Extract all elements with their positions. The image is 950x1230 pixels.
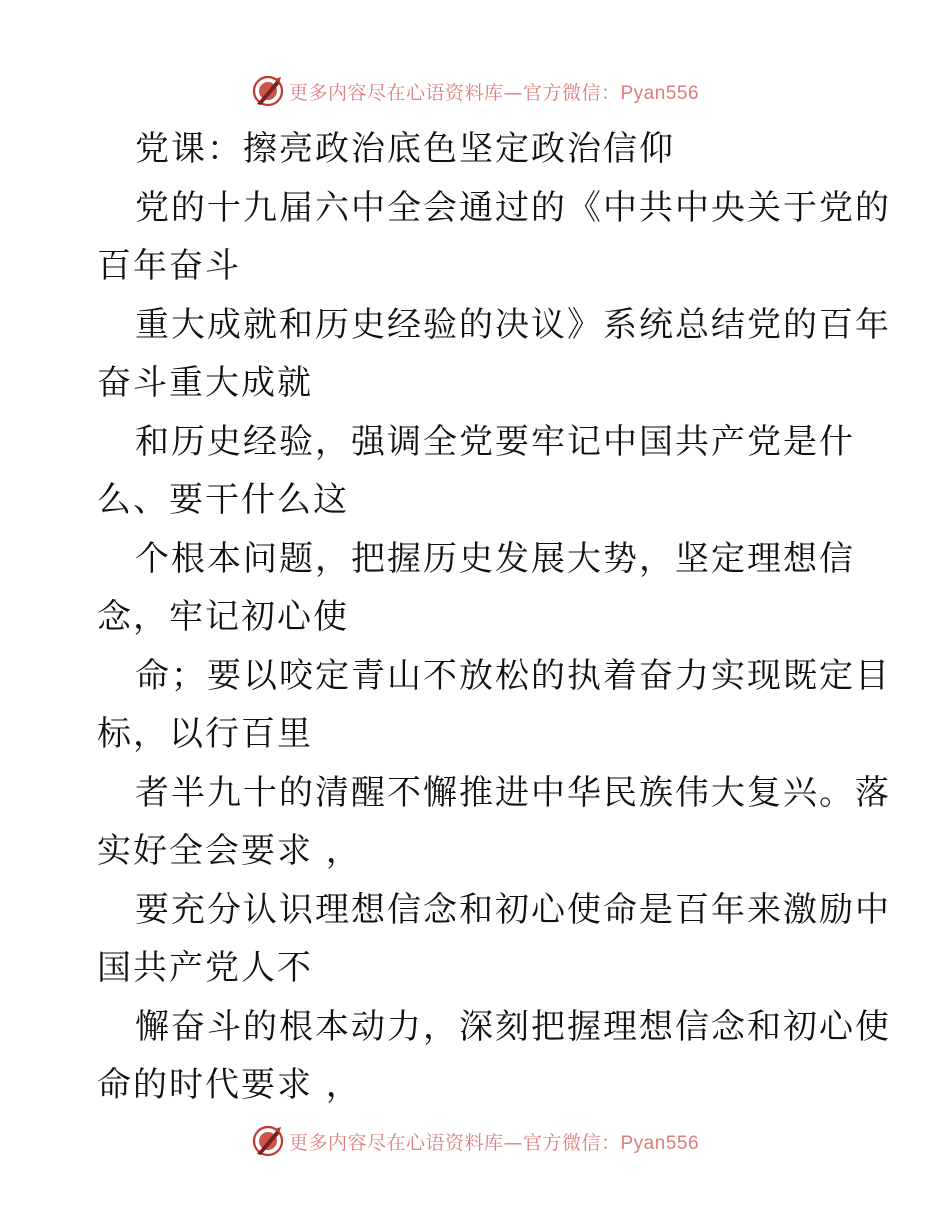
quill-pen-logo-icon [251,1124,285,1158]
document-body [97,120,891,1115]
footer-banner [0,1121,950,1161]
paragraph-line: 国共产党人不 [97,948,313,988]
quill-pen-logo-icon [251,74,285,108]
paragraph-line: 和历史经验，强调全党要牢记中国共产党是什 [135,421,855,462]
header-banner-label: 更多内容尽在心语资料库—官方微信： [288,81,621,104]
paragraph-line: 标，以行百里 [97,714,313,754]
footer-wechat-handle: Pyan556 [620,1132,700,1154]
paragraph-line: 党的十九届六中全会通过的《中共中央关于党的 [135,187,891,228]
footer-banner-label: 更多内容尽在心语资料库—官方微信： [288,1131,621,1154]
document-title: 党课：擦亮政治底色坚定政治信仰 [135,129,675,169]
paragraph-line: 奋斗重大成就 [97,363,313,403]
paragraph-line: 念，牢记初心使 [97,597,349,637]
header-banner-text [289,78,699,105]
paragraph-line: 么、要干什么这 [97,480,349,520]
header-wechat-handle: Pyan556 [620,82,700,104]
paragraph-line: 个根本问题，把握历史发展大势，坚定理想信 [135,538,855,579]
paragraph-line: 命；要以咬定青山不放松的执着奋力实现既定目 [135,655,891,696]
paragraph-line: 实好全会要求 ， [97,831,362,871]
paragraph-line: 要充分认识理想信念和初心使命是百年来激励中 [135,889,891,930]
header-banner [0,71,950,111]
paragraph-line: 百年奋斗 [97,246,241,286]
paragraph-line: 命的时代要求 ， [97,1065,362,1105]
paragraph-line: 懈奋斗的根本动力，深刻把握理想信念和初心使 [135,1006,891,1047]
paragraph-line: 者半九十的清醒不懈推进中华民族伟大复兴。落 [135,772,891,813]
footer-banner-text [289,1128,699,1155]
paragraph-line: 重大成就和历史经验的决议》系统总结党的百年 [135,304,891,345]
